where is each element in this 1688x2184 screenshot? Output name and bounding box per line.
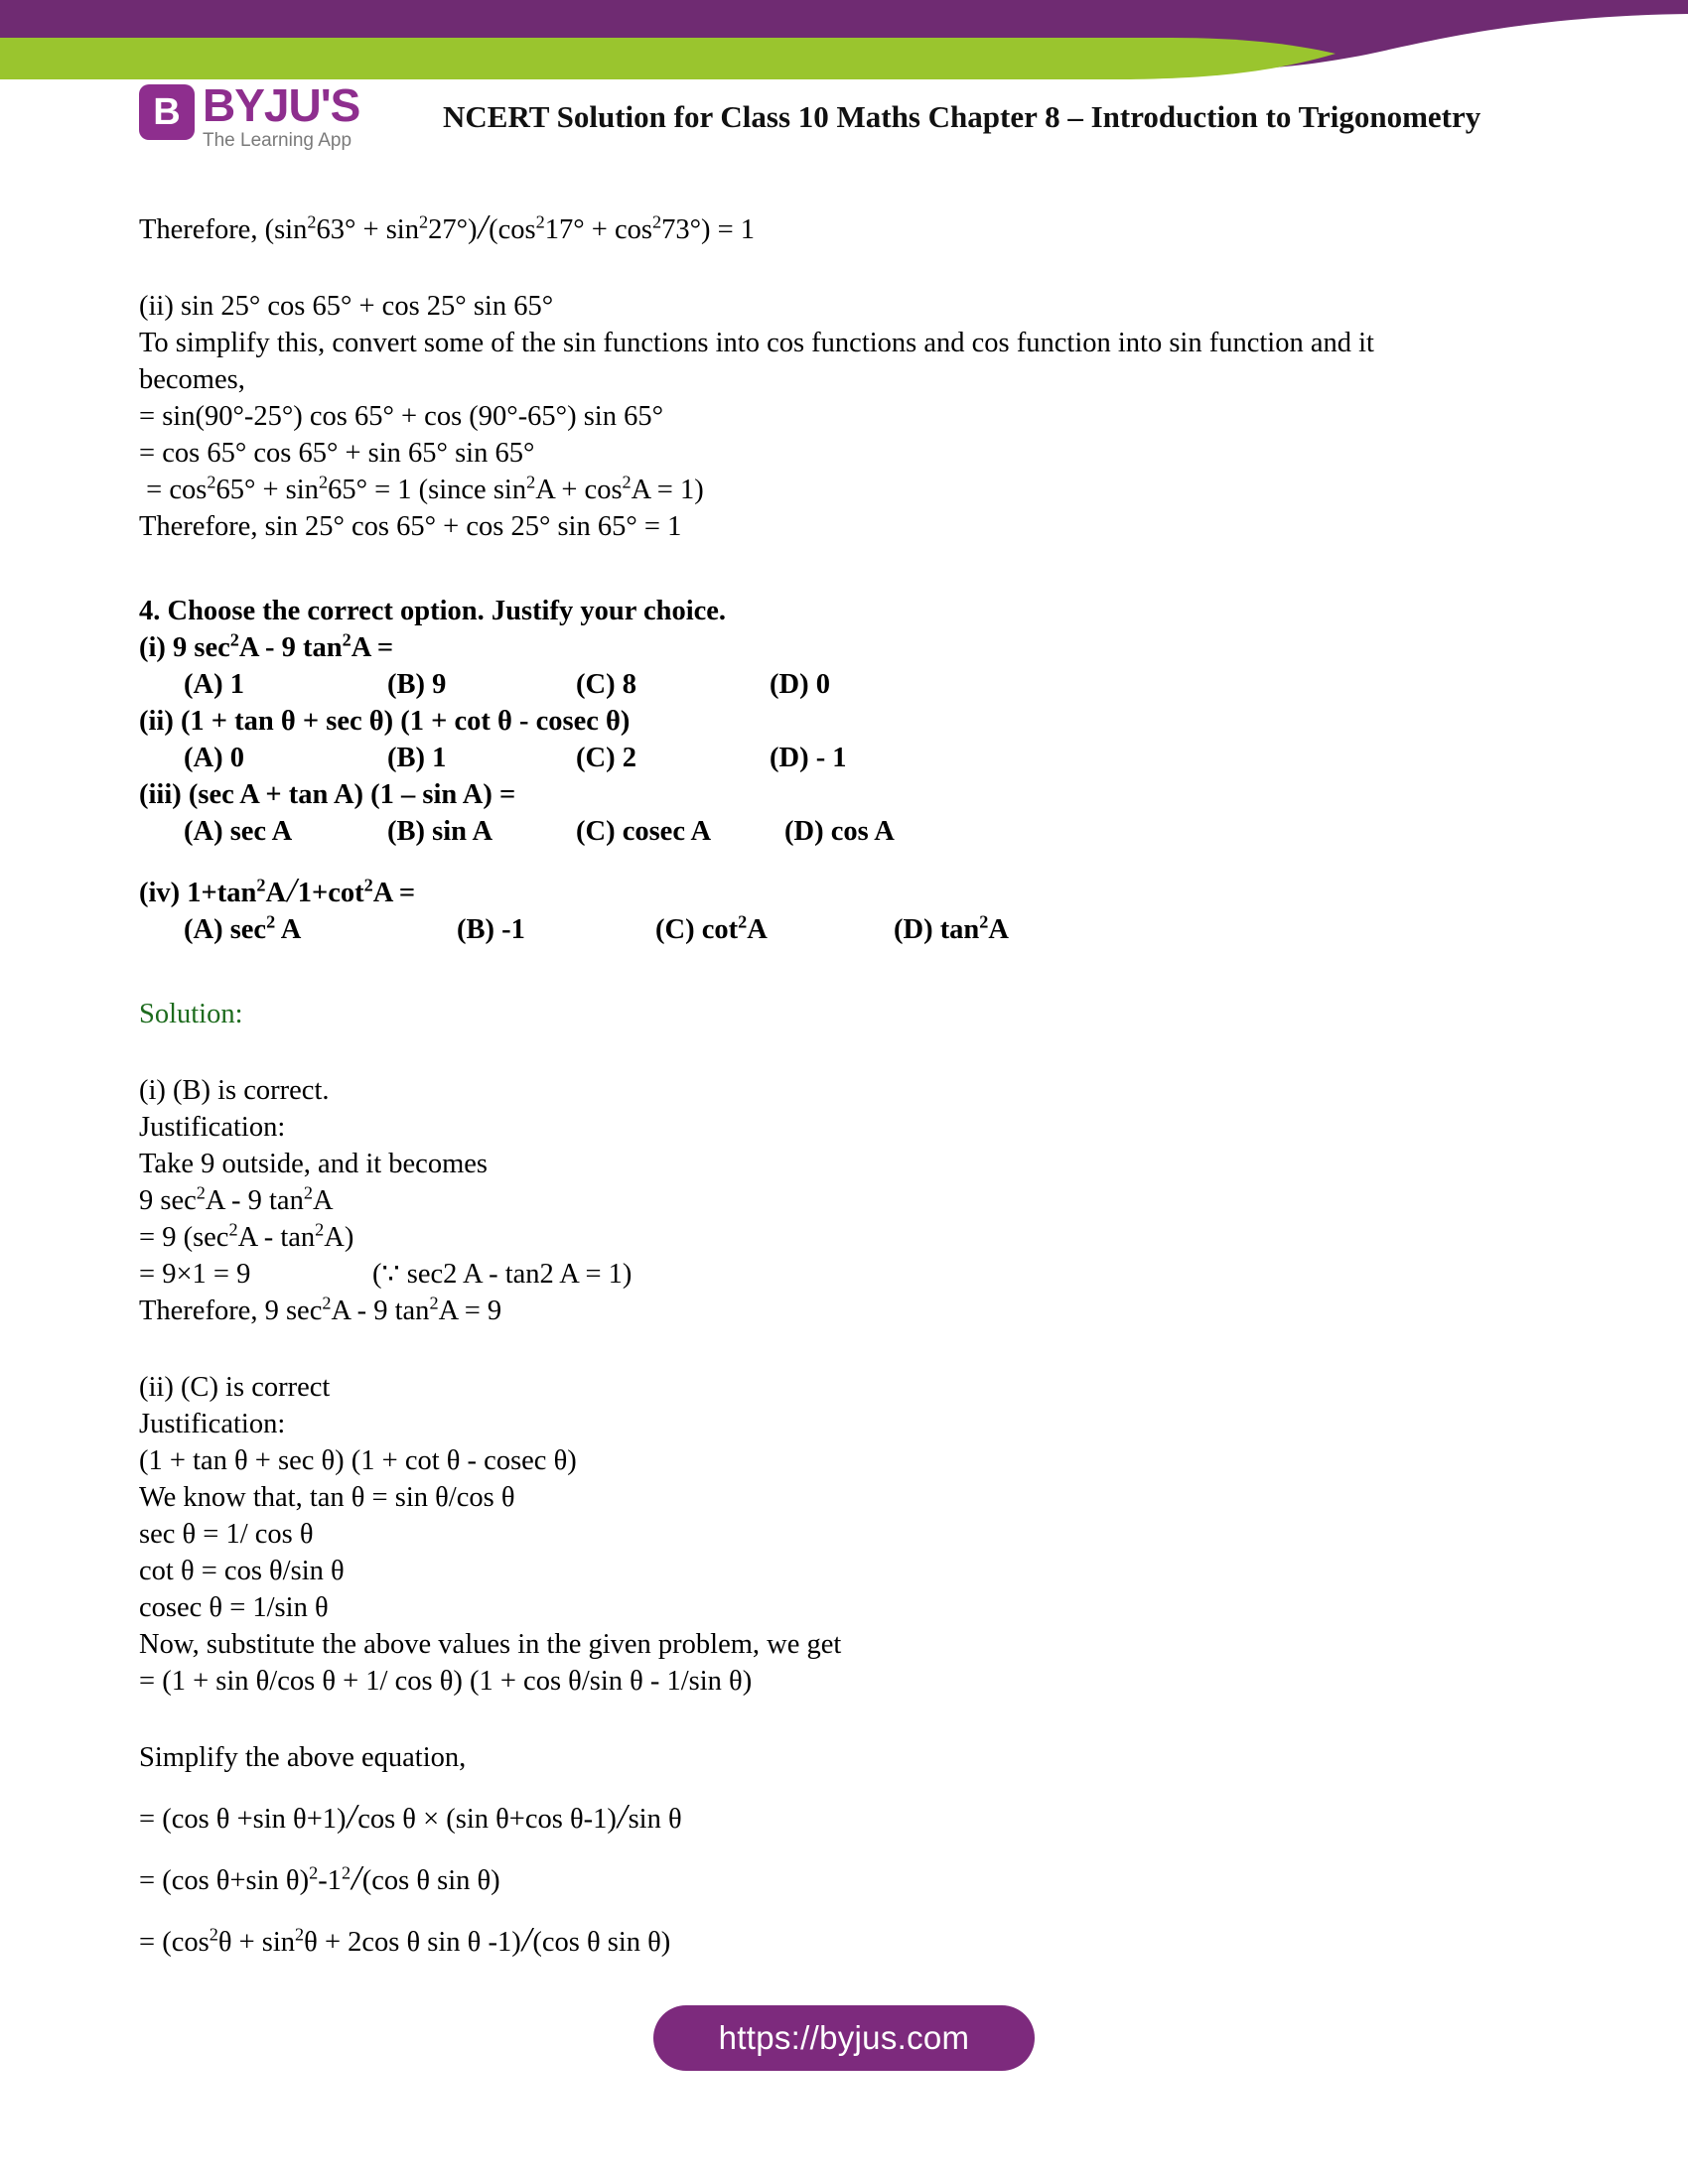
- option-ii-D[interactable]: (D) - 1: [770, 743, 847, 773]
- part-ii-step2: = cos 65° cos 65° + sin 65° sin 65°: [139, 438, 535, 469]
- logo-tagline: The Learning App: [203, 130, 352, 151]
- answer-i-line-5: Therefore, 9 $\sec^2A - 9$ $\tan^2A = 9$: [139, 1293, 502, 1326]
- byjus-logo-icon: [139, 84, 195, 140]
- answer-ii-line-3: sec θ = 1/ cos θ: [139, 1519, 314, 1550]
- answer-ii-line-4: cot θ = cos θ/sin θ: [139, 1556, 345, 1586]
- answer-ii-line-7: = (1 + sin θ/cos θ + 1/ cos θ) (1 + cos θ/sin θ - 1/sin θ): [139, 1666, 753, 1697]
- answer-i-line-1: Take 9 outside, and it becomes: [139, 1149, 488, 1179]
- part-ii-step3: = $\cos^265^\circ + \sin^265^\circ = 1$ (since $\sin^2A + \cos^2A = 1$): [139, 472, 704, 505]
- answer-i-line-3: = 9 $(\sec^2A - \tan^2A)$: [139, 1219, 354, 1253]
- answer-ii-line-5: cosec θ = 1/sin θ: [139, 1592, 329, 1623]
- simplify-line-2: = (cos θ+sin $\theta)^2-1^2/(\cos$ θ sin θ): [139, 1858, 500, 1897]
- logo-letter: B: [153, 91, 181, 134]
- simplify-label: Simplify the above equation,: [139, 1742, 467, 1773]
- option-iii-D[interactable]: (D) cos A: [784, 816, 895, 847]
- document-content: [139, 208, 1589, 1961]
- answer-i-line-4-expr: = 9×1 = 9: [139, 1259, 251, 1290]
- footer: [0, 2005, 1688, 2071]
- page-title: NCERT Solution for Class 10 Maths Chapter 8 – Introduction to Trigonometry: [443, 99, 1481, 134]
- answer-ii-line-1: (1 + tan θ + sec θ) (1 + cot θ - cosec θ): [139, 1445, 577, 1476]
- answer-i-correct: (i) (B) is correct.: [139, 1075, 330, 1106]
- answer-i-line-4-note: (∵ sec2 A - tan2 A = 1): [372, 1259, 633, 1290]
- option-ii-A[interactable]: (A) 0: [184, 743, 244, 773]
- question-4-item-iv-options: [139, 911, 1589, 948]
- option-ii-B[interactable]: (B) 1: [387, 743, 447, 773]
- therefore-ratio-line: Therefore, $(\sin^263^\circ + \sin^227^\circ)/(\cos^217^\circ + \cos^273^\circ) = 1$: [139, 207, 756, 246]
- simplify-line-3: = ($\cos^2\theta + \sin^2\theta + 2\cos$ θ sin θ -1)/(cos θ sin θ): [139, 1920, 671, 1959]
- simplify-line-1: = (cos θ +sin θ+1)/cos θ × (sin θ+cos θ-1)/sin θ: [139, 1797, 682, 1836]
- byjus-url-button[interactable]: https://byjus.com: [653, 2005, 1036, 2071]
- solution-heading: Solution:: [139, 999, 243, 1029]
- page-header: [139, 71, 1609, 163]
- option-i-C[interactable]: (C) 8: [576, 669, 636, 700]
- option-iv-B[interactable]: (B) -1: [457, 914, 525, 945]
- answer-ii-correct: (ii) (C) is correct: [139, 1372, 331, 1403]
- option-i-A[interactable]: (A) 1: [184, 669, 244, 700]
- part-ii-intro-line2: becomes,: [139, 364, 245, 395]
- answer-i-line-4: [139, 1256, 1589, 1293]
- answer-ii-line-2: We know that, tan θ = sin θ/cos θ: [139, 1482, 515, 1513]
- answer-i-justification-label: Justification:: [139, 1112, 286, 1143]
- option-iv-C[interactable]: (C) $\cot^2A$: [655, 911, 768, 945]
- option-iv-D[interactable]: (D) $\tan^2A$: [894, 911, 1009, 945]
- option-iv-A[interactable]: (A) $\sec^2 A$: [184, 911, 302, 945]
- question-4-item-iii-options: [139, 813, 1589, 850]
- option-ii-C[interactable]: (C) 2: [576, 743, 636, 773]
- question-4-heading: 4. Choose the correct option. Justify your choice.: [139, 596, 727, 626]
- question-4-item-ii-label: (ii) (1 + tan θ + sec θ) (1 + cot θ - cosec θ): [139, 706, 631, 737]
- part-ii-conclusion: Therefore, sin 25° cos 65° + cos 25° sin 65° = 1: [139, 511, 682, 542]
- option-iii-A[interactable]: (A) sec A: [184, 816, 293, 847]
- question-4-item-i-options: [139, 666, 1589, 703]
- answer-ii-line-6: Now, substitute the above values in the given problem, we get: [139, 1629, 842, 1660]
- question-4-item-iv-label: (iv) $1+\tan^2A/1+\cot^2A$ =: [139, 871, 416, 909]
- logo-wordmark: BYJU'S: [203, 79, 360, 132]
- question-4-item-iii-label: (iii) (sec A + tan A) (1 – sin A) =: [139, 779, 516, 810]
- part-ii-intro-line1: To simplify this, convert some of the sin functions into cos functions and cos function into sin function and it: [139, 328, 1374, 358]
- option-i-D[interactable]: (D) 0: [770, 669, 830, 700]
- question-4-item-ii-options: [139, 740, 1589, 776]
- option-iii-B[interactable]: (B) sin A: [387, 816, 493, 847]
- answer-i-line-2: 9 $\sec^2A - 9$ $\tan^2A$: [139, 1182, 334, 1216]
- question-4-item-i-label: (i) 9 $\sec^2A - 9$ $\tan^2A$ =: [139, 629, 394, 663]
- part-ii-step1: = sin(90°-25°) cos 65° + cos (90°-65°) sin 65°: [139, 401, 663, 432]
- answer-ii-justification-label: Justification:: [139, 1409, 286, 1439]
- part-ii-statement: (ii) sin 25° cos 65° + cos 25° sin 65°: [139, 291, 554, 322]
- option-i-B[interactable]: (B) 9: [387, 669, 447, 700]
- option-iii-C[interactable]: (C) cosec A: [576, 816, 712, 847]
- byjus-logo: [139, 79, 437, 152]
